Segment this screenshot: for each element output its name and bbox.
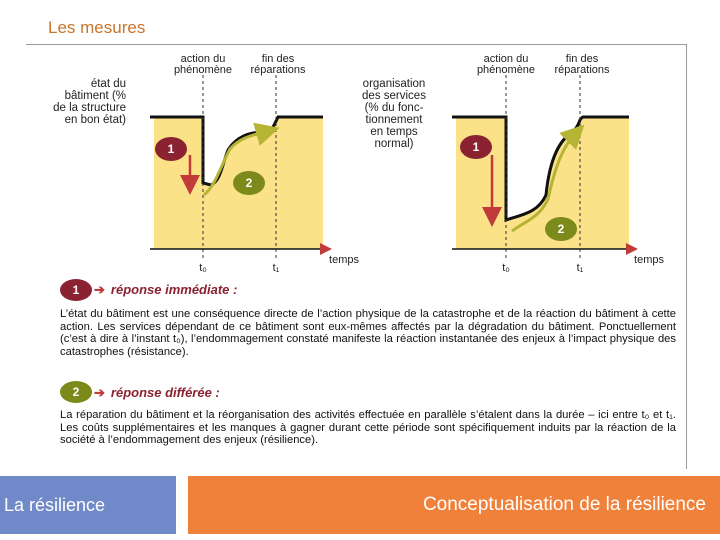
right-t1: t₁ xyxy=(576,262,584,274)
left-t0: t₀ xyxy=(199,262,207,274)
footer-right-label: Conceptualisation de la résilience xyxy=(188,476,720,534)
left-top-label-1a: action du xyxy=(180,53,226,65)
left-chart xyxy=(53,53,359,274)
legend-heading-2 xyxy=(94,385,220,401)
right-ylabel-2: des services xyxy=(362,90,426,102)
right-badge-1-text: 1 xyxy=(472,140,480,154)
left-ylabel-2: bâtiment (% xyxy=(64,90,126,102)
legend-heading-2-text: réponse différée : xyxy=(110,385,220,400)
left-top-label-2a: fin des xyxy=(261,53,295,65)
right-t0: t₀ xyxy=(502,262,510,274)
arrow-right-icon: ➔ xyxy=(94,385,105,400)
right-top-label-1a: action du xyxy=(483,53,529,65)
right-top-label-2b: réparations xyxy=(554,64,610,76)
right-x-axis-label: temps xyxy=(634,254,664,266)
left-ylabel-4: en bon état) xyxy=(64,114,126,126)
right-ylabel-6: normal) xyxy=(374,138,414,150)
left-ylabel-1: état du xyxy=(90,78,126,90)
left-x-axis-label: temps xyxy=(329,254,359,266)
resilience-figure xyxy=(26,44,687,469)
right-top-label-2a: fin des xyxy=(565,53,599,65)
legend-heading-1 xyxy=(94,282,237,298)
legend-badge-1: 1 xyxy=(60,279,92,301)
resilience-diagrams xyxy=(26,45,686,469)
legend-heading-1-text: réponse immédiate : xyxy=(110,282,238,297)
right-top-label-1b: phénomène xyxy=(476,64,536,76)
page-title: Les mesures xyxy=(48,18,146,37)
left-top-label-1b: phénomène xyxy=(173,64,233,76)
right-ylabel-3: (% du fonc- xyxy=(364,102,424,114)
right-chart xyxy=(362,53,664,274)
right-badge-2-text: 2 xyxy=(557,222,565,236)
right-ylabel-1: organisation xyxy=(362,78,426,90)
legend-badge-2: 2 xyxy=(60,381,92,403)
arrow-right-icon: ➔ xyxy=(94,282,105,297)
left-badge-2-text: 2 xyxy=(245,176,253,190)
left-top-label-2b: réparations xyxy=(250,64,306,76)
right-ylabel-4: tionnement xyxy=(365,114,423,126)
footer-left-label: La résilience xyxy=(0,476,176,534)
left-t1: t₁ xyxy=(272,262,280,274)
left-badge-1-text: 1 xyxy=(167,142,175,156)
right-ylabel-5: en temps xyxy=(370,126,418,138)
legend-text-1: L’état du bâtiment est une conséquence directe de l’action physique de la catastrophe et de la réaction du bâtiment à cette action. Les services dépendant de ce bâtiment sont eux-mêmes affectés par la dégradation du bâtiment. Ponctuellement (c’est à dire à l’instant t₀), l’endommagement constaté manifeste la réaction instantanée des enjeux à l’impact physique des catastrophes (résistance). xyxy=(60,308,676,358)
legend-text-2: La réparation du bâtiment et la réorganisation des activités effectuée en parallèle s’étalent dans la durée – ici entre t₀ et t₁. Les coûts supplémentaires et les manques à gagner durant cette période sont spécifiquement induits par la réaction de la société à l’endommagement des enjeux (résilience). xyxy=(60,409,676,447)
left-ylabel-3: de la structure xyxy=(53,102,126,114)
